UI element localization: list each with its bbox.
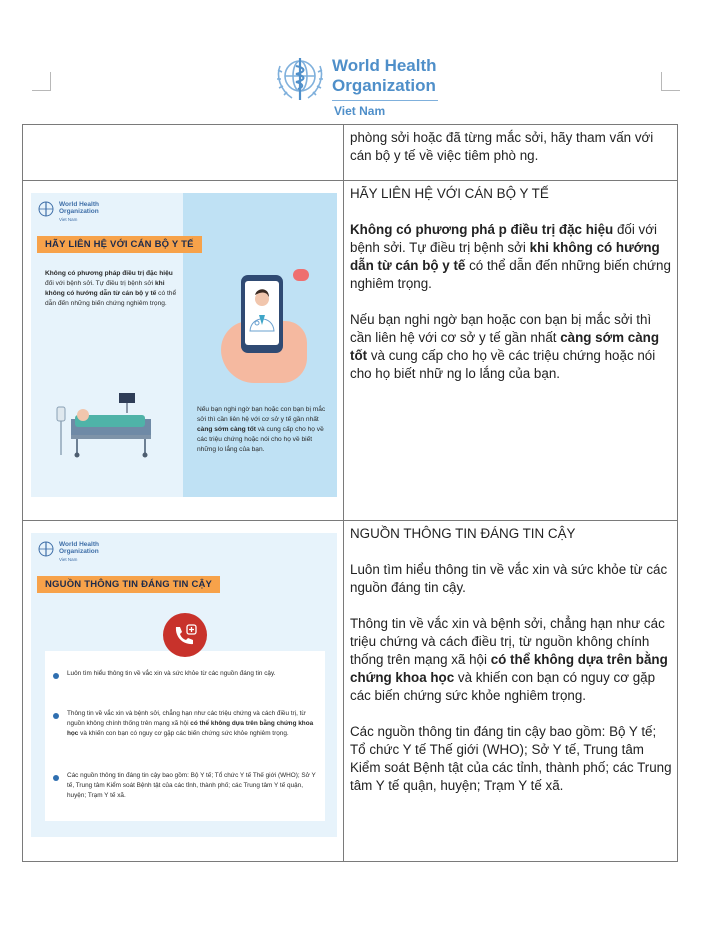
doctor-icon <box>245 281 279 345</box>
trusted-sources-poster <box>31 533 337 837</box>
table-row <box>23 521 677 861</box>
poster-who-country: Viet Nam <box>59 217 78 222</box>
who-emblem-icon <box>37 200 55 218</box>
poster-text-span: có thể dẫn đến những biến chứng nghiêm trọng. <box>45 290 177 307</box>
poster-bullet-text <box>67 709 317 739</box>
section-heading: HÃY LIÊN HỆ VỚI CÁN BỘ Y TẾ <box>350 186 549 201</box>
who-divider <box>332 100 438 101</box>
text-span: Thông tin về vắc xin và bệnh sởi, chẳng hạn như các triệu chứng và cách điều trị, từ nguồn không chính thống trên mạng xã hội <box>350 616 665 667</box>
poster-info-card <box>45 651 325 821</box>
poster-who-name <box>59 201 99 215</box>
row1-line1: phòng sởi hoặc đã từng mắc sởi, hãy tham vấn với <box>350 130 654 145</box>
poster-who-logo <box>37 200 117 226</box>
text-span: Nếu bạn nghi ngờ bạn hoặc con bạn bị mắc sởi thì cần liên hệ với cơ sở y tế gần nhất <box>350 312 652 345</box>
who-org-line2: Organization <box>332 76 436 95</box>
phone-medical-icon <box>163 613 207 657</box>
poster-who-name <box>59 541 99 555</box>
content-table <box>22 124 678 862</box>
poster-bullet-text: Các nguồn thông tin đáng tin cậy bao gồm: Bộ Y tế; Tổ chức Y tế Thế giới (WHO); Sở Y tế, Trung tâm Kiểm soát Bệnh tật của các tỉnh, thành phố; các Trung tâm Y tế quận, huyện; Trạm Y tế xã. <box>67 772 316 799</box>
paragraph: Luôn tìm hiểu thông tin về vắc xin và sức khỏe từ các nguồn đáng tin cậy. <box>350 562 668 595</box>
who-org-line1: World Health <box>332 56 437 75</box>
bold-text: có thể không dựa trên bằng chứng khoa học <box>350 652 668 685</box>
poster-text-span: Nếu bạn nghi ngờ bạn hoặc con bạn bị mắc sởi thì cần liên hệ với cơ sở y tế gần nhất <box>197 406 326 423</box>
who-org-name <box>332 56 437 96</box>
bullet-icon <box>53 673 59 679</box>
page-corner-mark-top-left <box>32 72 51 91</box>
poster-text-span: và cung cấp cho họ về các triệu chứng hoặc nói cho họ về biết những lo lắng của bạn. <box>197 426 324 453</box>
table-row <box>23 125 677 181</box>
bold-text: khi không có hướng dẫn từ cán bộ y tế <box>350 240 660 273</box>
bold-text: càng sớm càng tốt <box>350 330 660 363</box>
row3-text <box>350 525 672 813</box>
who-emblem-icon <box>272 52 328 104</box>
poster-who-logo <box>37 540 117 566</box>
page-corner-mark-top-right <box>661 72 680 91</box>
hospital-bed-icon <box>53 389 163 459</box>
who-country: Viet Nam <box>334 104 386 118</box>
paragraph <box>350 311 672 383</box>
column-divider <box>343 181 344 520</box>
bullet-icon <box>53 713 59 719</box>
poster-banner: HÃY LIÊN HỆ VỚI CÁN BỘ Y TẾ <box>37 236 202 253</box>
contact-health-worker-poster <box>31 193 337 497</box>
poster-right-text <box>197 405 329 455</box>
poster-who-line2: Organization <box>59 208 99 215</box>
poster-who-line1: World Health <box>59 541 99 548</box>
paragraph <box>350 221 672 293</box>
column-divider <box>343 125 344 180</box>
row1-text <box>350 129 672 165</box>
table-row <box>23 181 677 521</box>
bold-text: Không có phương phá p điều trị đặc hiệu <box>350 222 614 237</box>
row2-text <box>350 185 672 401</box>
poster-text-span: và khiến con bạn có nguy cơ gặp các biến chứng sức khỏe nghiêm trọng. <box>78 730 289 737</box>
poster-bullet-text: Luôn tìm hiểu thông tin về vắc xin và sức khỏe từ các nguồn đáng tin cậy. <box>67 670 276 677</box>
poster-text-span: đối với bệnh sởi. Tự điều trị bệnh sởi <box>45 280 155 287</box>
poster-who-line2: Organization <box>59 548 99 555</box>
poster-left-text <box>45 269 177 309</box>
poster-who-country: Viet Nam <box>59 557 78 562</box>
smartphone-doctor-icon <box>241 275 283 353</box>
text-span: đối với bệnh sởi. Tự điều trị bệnh sởi <box>350 222 657 255</box>
paragraph: Các nguồn thông tin đáng tin cậy bao gồm: Bộ Y tế; Tổ chức Y tế Thế giới (WHO); Sở Y tế, Trung tâm Kiểm soát Bệnh tật của các tỉnh, thành phố; các Trung tâm Y tế quận, huyện; Trạm Y tế xã. <box>350 724 672 793</box>
column-divider <box>343 521 344 861</box>
who-header <box>272 52 452 122</box>
row1-line2: cán bộ y tế về việc tiêm phò ng. <box>350 148 539 163</box>
text-span: và khiến con bạn có nguy cơ gặp các biến chứng sức khỏe nghiêm trọng. <box>350 670 656 703</box>
poster-text-span: Thông tin về vắc xin và bệnh sởi, chẳng hạn như các triệu chứng và cách điều trị, từ nguồn không chính thống trên mạng xã hội <box>67 710 306 727</box>
text-span: và cung cấp cho họ về các triệu chứng hoặc nói cho họ biết nhữ ng lo lắng của bạn. <box>350 348 656 381</box>
poster-bold-text: có thể không dựa trên bằng chứng khoa học <box>67 720 314 737</box>
paragraph <box>350 615 672 705</box>
poster-bold-text: khi không có hướng dẫn từ cán bộ y tế <box>45 280 165 297</box>
poster-who-line1: World Health <box>59 201 99 208</box>
poster-bold-text: Không có phương pháp điều trị đặc hiệu <box>45 270 173 277</box>
who-emblem-icon <box>37 540 55 558</box>
poster-banner: NGUỒN THÔNG TIN ĐÁNG TIN CẬY <box>37 576 220 593</box>
section-heading: NGUỒN THÔNG TIN ĐÁNG TIN CẬY <box>350 526 576 541</box>
bullet-icon <box>53 775 59 781</box>
text-span: có thể dẫn đến những biến chứng nghiêm trọng. <box>350 258 671 291</box>
poster-bold-text: càng sớm càng tốt <box>197 426 256 433</box>
notification-bubble-icon <box>293 269 309 281</box>
